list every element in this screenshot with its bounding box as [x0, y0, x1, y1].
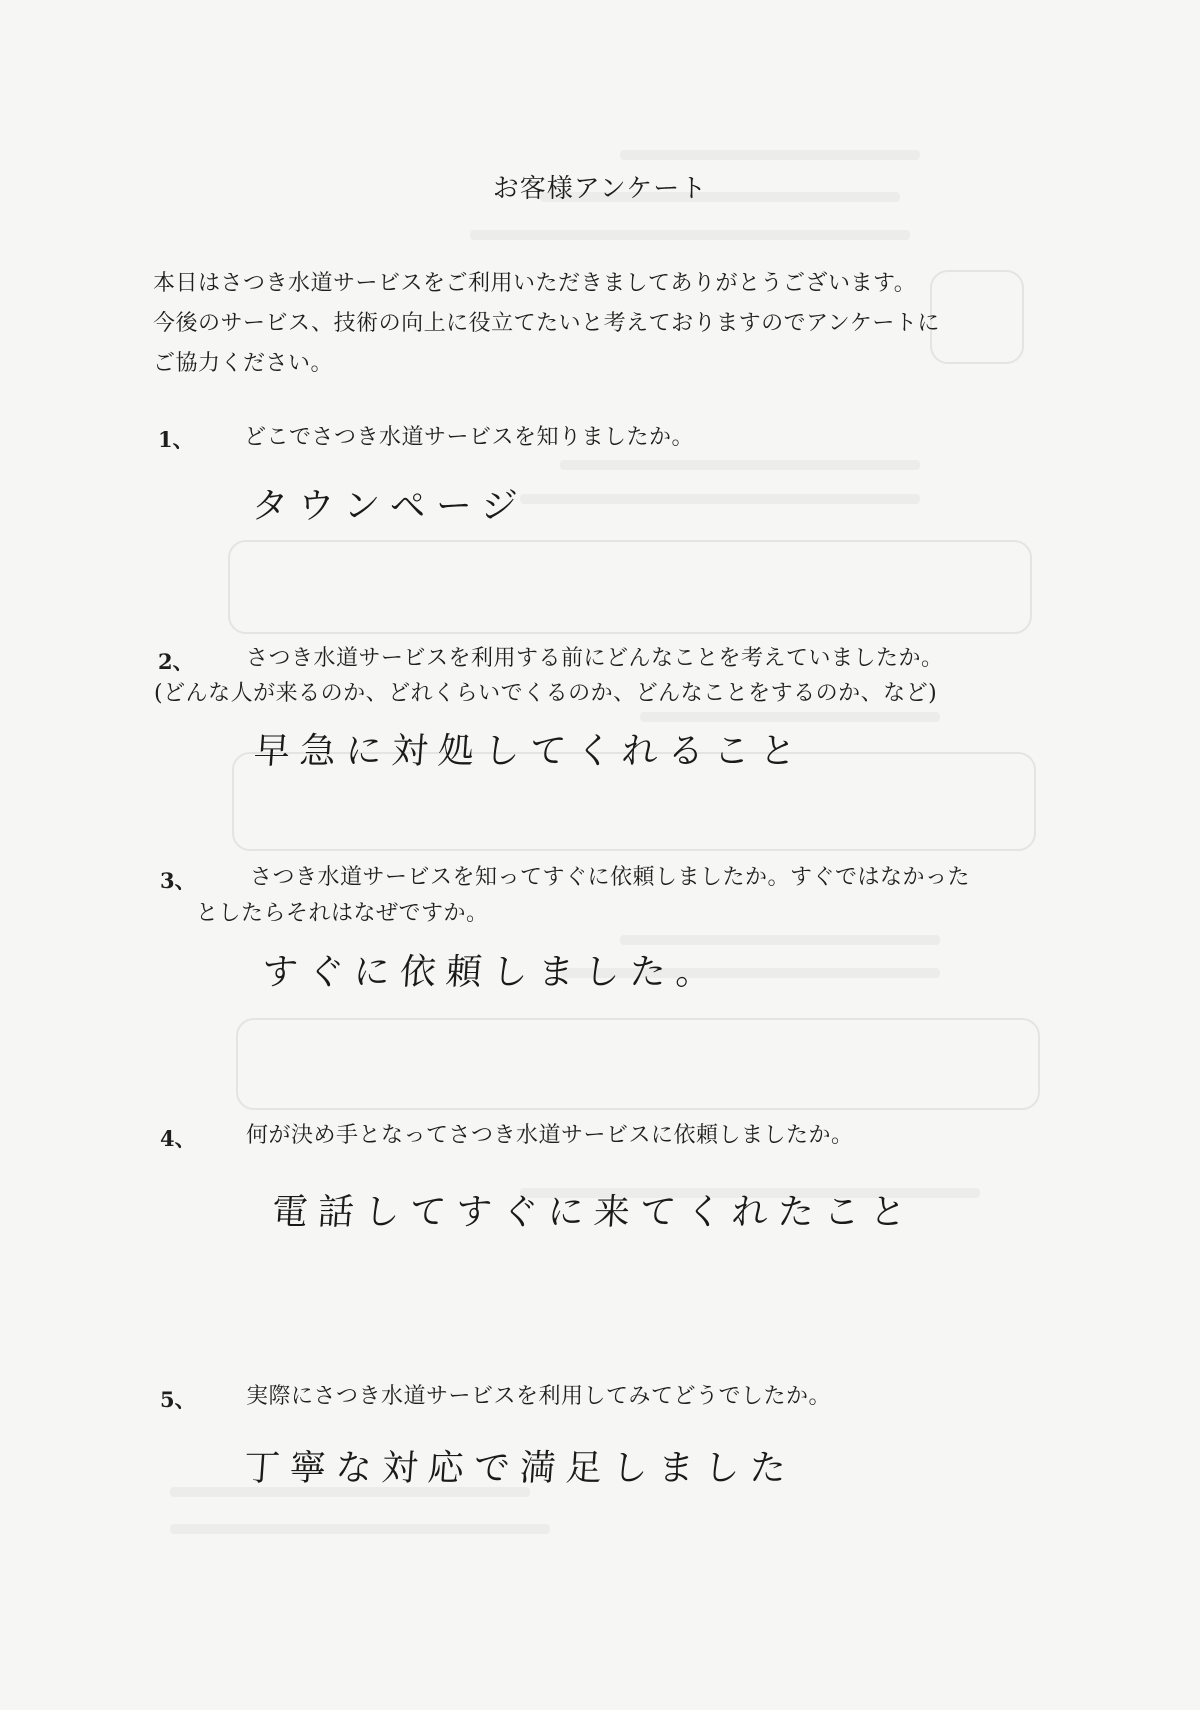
question-number: 4、	[160, 1126, 196, 1151]
show-through-mark	[560, 460, 920, 470]
intro-line: ご協力ください。	[153, 351, 334, 376]
intro-line: 本日はさつき水道サービスをご利用いただきましてありがとうございます。	[153, 271, 917, 296]
question-number: 1、	[158, 427, 194, 452]
handwritten-answer: タウンページ	[250, 486, 529, 527]
intro-line: 今後のサービス、技術の向上に役立てたいと考えておりますのでアンケートに	[153, 311, 940, 336]
question-number: 2、	[158, 649, 194, 674]
show-through-box	[228, 540, 1032, 634]
question-text: さつき水道サービスを利用する前にどんなことを考えていましたか。	[246, 646, 944, 671]
question-text: (どんな人が来るのか、どれくらいでくるのか、どんなことをするのか、など)	[154, 681, 938, 706]
handwritten-answer: 電話してすぐに来てくれたこと	[270, 1192, 918, 1233]
question-text: 実際にさつき水道サービスを利用してみてどうでしたか。	[246, 1384, 832, 1409]
show-through-mark	[640, 712, 940, 722]
show-through-mark	[170, 1524, 550, 1534]
question-text: どこでさつき水道サービスを知りましたか。	[244, 425, 695, 450]
show-through-mark	[620, 150, 920, 160]
question-text: さつき水道サービスを知ってすぐに依頼しましたか。すぐではなかった	[250, 865, 971, 890]
show-through-mark	[470, 230, 910, 240]
question-text: 何が決め手となってさつき水道サービスに依頼しましたか。	[246, 1123, 854, 1148]
question-number: 5、	[160, 1387, 196, 1412]
show-through-mark	[520, 494, 920, 504]
question-number: 3、	[160, 868, 196, 893]
show-through-box	[236, 1018, 1040, 1110]
page-title: お客様アンケート	[492, 174, 708, 204]
handwritten-answer: 早急に対処してくれること	[252, 731, 808, 772]
question-text: としたらそれはなぜですか。	[196, 901, 489, 926]
show-through-box	[930, 270, 1024, 364]
handwritten-answer: 丁寧な対応で満足しました	[242, 1448, 798, 1489]
handwritten-answer: すぐに依頼しました。	[260, 952, 724, 993]
